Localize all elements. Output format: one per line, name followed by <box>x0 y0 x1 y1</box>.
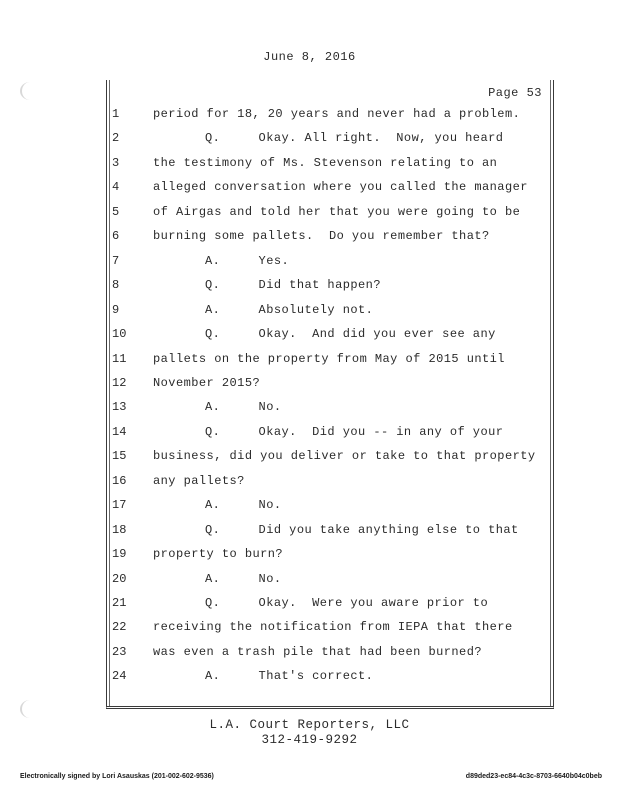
line-text: period for 18, 20 years and never had a problem. <box>153 107 521 121</box>
line-text: pallets on the property from May of 2015 until <box>153 351 505 366</box>
line-number: 19 <box>112 547 127 562</box>
line-number: 7 <box>112 253 120 268</box>
line-number: 15 <box>112 449 127 464</box>
transcript-line <box>0 397 560 417</box>
transcript-line <box>0 373 560 393</box>
line-text: alleged conversation where you called the manager <box>153 180 528 195</box>
line-text: A. No. <box>205 400 282 415</box>
esignature-text: Electronically signed by Lori Asauskas (201-002-602-9536) <box>20 773 214 780</box>
line-number: 4 <box>112 180 120 195</box>
transcript-line <box>0 446 560 466</box>
transcript-line <box>0 593 560 613</box>
transcript-line <box>0 226 560 246</box>
line-text: receiving the notification from IEPA that there <box>153 620 513 635</box>
line-text: property to burn? <box>153 547 284 562</box>
line-text: A. Yes. <box>205 253 290 268</box>
transcript-line <box>0 495 560 515</box>
line-number: 14 <box>112 424 127 439</box>
line-text: any pallets? <box>153 473 245 488</box>
line-number: 11 <box>112 351 127 366</box>
document-hash: d89ded23-ec84-4c3c-8703-6640b04c0beb <box>465 773 602 780</box>
reporter-company: L.A. Court Reporters, LLC <box>209 718 410 732</box>
line-number: 22 <box>112 620 127 635</box>
line-number: 17 <box>112 498 127 513</box>
line-number: 8 <box>112 278 120 293</box>
transcript-line <box>0 520 560 540</box>
transcript-line <box>0 349 560 369</box>
page-number: Page 53 <box>488 86 542 100</box>
line-number: 9 <box>112 302 120 317</box>
transcript-line <box>0 275 560 295</box>
line-text: Q. Okay. Did you -- in any of your <box>205 424 504 439</box>
line-text: A. Absolutely not. <box>205 302 374 317</box>
line-number: 10 <box>112 327 127 342</box>
transcript-line <box>0 324 560 344</box>
transcript-line <box>0 617 560 637</box>
transcript-line <box>0 422 560 442</box>
transcript-line <box>0 251 560 271</box>
line-text: business, did you deliver or take to that property <box>153 449 536 464</box>
transcript-line <box>0 104 560 124</box>
line-number: 12 <box>112 375 127 390</box>
line-number: 24 <box>112 669 127 684</box>
transcript-line <box>0 544 560 564</box>
line-text: November 2015? <box>153 375 261 390</box>
line-number: 3 <box>112 155 120 170</box>
line-number: 20 <box>112 571 127 586</box>
transcript-line <box>0 666 560 686</box>
transcript-line <box>0 300 560 320</box>
transcript-line <box>0 471 560 491</box>
line-text: was even a trash pile that had been burned? <box>153 644 483 659</box>
transcript-line <box>0 177 560 197</box>
line-number: 18 <box>112 522 127 537</box>
line-number: 13 <box>112 400 127 415</box>
reporter-phone: 312-419-9292 <box>261 733 358 747</box>
line-text: A. No. <box>205 498 282 513</box>
line-number: 2 <box>112 131 120 146</box>
scan-mark-bottom <box>20 700 40 718</box>
line-number: 23 <box>112 644 127 659</box>
line-text: Q. Did you take anything else to that <box>205 522 519 537</box>
line-text: burning some pallets. Do you remember that? <box>153 229 490 244</box>
transcript-line <box>0 202 560 222</box>
line-text: the testimony of Ms. Stevenson relating to an <box>153 155 498 170</box>
line-number: 6 <box>112 229 120 244</box>
line-text: A. That's correct. <box>205 669 374 684</box>
line-number: 16 <box>112 473 127 488</box>
line-text: Q. Did that happen? <box>205 278 381 293</box>
line-text: Q. Okay. Were you aware prior to <box>205 596 489 610</box>
line-number: 1 <box>112 107 120 121</box>
transcript-line <box>0 642 560 662</box>
line-number: 5 <box>112 204 120 219</box>
line-text: A. No. <box>205 571 282 586</box>
transcript-date: June 8, 2016 <box>263 50 356 64</box>
transcript-line <box>0 153 560 173</box>
transcript-frame <box>106 80 554 709</box>
transcript-line <box>0 569 560 589</box>
line-text: of Airgas and told her that you were going to be <box>153 204 521 219</box>
line-number: 21 <box>112 596 127 610</box>
scan-mark-top <box>20 82 40 100</box>
line-text: Q. Okay. And did you ever see any <box>205 327 496 342</box>
line-text: Q. Okay. All right. Now, you heard <box>205 131 504 146</box>
transcript-line <box>0 128 560 148</box>
